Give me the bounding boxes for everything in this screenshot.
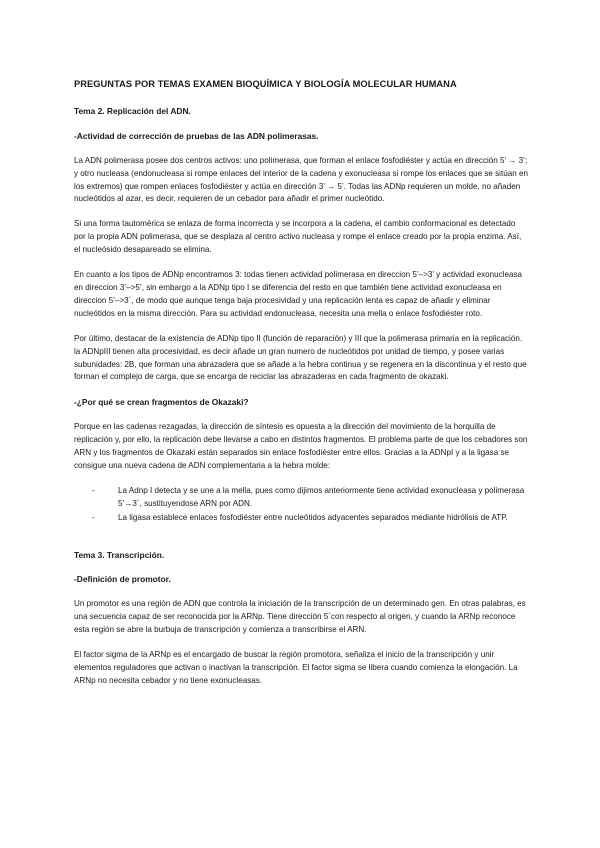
paragraph: La ADN polimerasa posee dos centros activos: uno polimerasa, que forman el enlace fosfodiéster y actúa en dirección 5’ → 3’; y otro nucleasa (endonucleasa si rompe enlaces del interior de la cadena y exonucleasa si rompe los enlaces que se sitúan en los extremos) que rompen enlaces fosfodiéster y actúa en dirección 3’ → 5’. Todas las ADNp requieren un molde, no añaden nucleótidos al azar, es decir, requieren de un cebador para añadir el primer nucleótido.	[74, 155, 528, 204]
list-item-text: La ligasa establece enlaces fosfodiéster entre nucleótidos adyacentes separados mediante hidrólisis de ATP.	[118, 512, 508, 522]
section-heading-tema-2: Tema 2. Replicación del ADN.	[74, 105, 191, 116]
bullet-dash: -	[92, 485, 95, 495]
list-item	[74, 485, 528, 511]
paragraph: En cuanto a los tipos de ADNp encontramos 3: todas tienen actividad polimerasa en direccion 5’–>3’ y actividad exonucleasa en direccion 3’–>5’, sin embargo a la ADNp tipo I se diferencia del resto en que también tiene actividad exonucleasa en direccion 5’–>3´, de modo que aunque tenga baja procesividad y una replicación lenta es capaz de añadir y eliminar nucleótidos en la misma dirección. Para su actividad endonucleasa, necesita una mella o enlace fosfodiéster roto.	[74, 270, 523, 318]
list-item	[74, 512, 528, 525]
document-page	[74, 78, 528, 700]
bullet-list	[74, 485, 528, 525]
paragraph: El factor sigma de la ARNp es el encargado de buscar la región promotora, señaliza el inicio de la transcripción y unir elementos reguladores que activan o inactivan la transcripción. El factor sigma se libera cuando comienza la elongación. La ARNp no necesita cebador y no tiene exonucleasas.	[74, 650, 518, 685]
paragraph: Un promotor es una región de ADN que controla la iniciación de la transcripción de un determinado gen. En otras palabras, es una secuencia capaz de ser reconocida por la ARNp. Tiene dirección 5´con respecto al origen, y cuando la ARNp reconoce esta región se abre la burbuja de transcripción y comienza a transcribirse el ARN.	[74, 599, 526, 635]
question-correccion-pruebas: -Actividad de corrección de pruebas de las ADN polimerasas.	[74, 130, 319, 141]
paragraph: Si una forma tautomérica se enlaza de forma incorrecta y se incorpora a la cadena, el cambio conformacional es detectado por la propia ADN polimerasa, que se desplaza al centro activo nucleasa y rompe el enlace creado por la propia enzima. Así, el nucleósido desapareado se elimina.	[74, 219, 522, 255]
section-heading-tema-3: Tema 3. Transcripción.	[74, 549, 165, 560]
question-definicion-promotor: -Definición de promotor.	[74, 574, 171, 585]
paragraph: Porque en las cadenas rezagadas, la dirección de síntesis es opuesta a la dirección del movimiento de la horquilla de replicación y, por ello, la replicación debe llevarse a cabo en distintos fragmentos. El problema parte de que los cebadores son ARN y los fragmentos de Okazaki están separados sin enlace fosfodiéster entre ellos. Gracias a la ADNpI y a la ligasa se consigue una nueva cadena de ADN complementaria a la hebra molde:	[74, 422, 528, 470]
spacer	[74, 537, 528, 549]
question-fragmentos-okazaki: -¿Por qué se crean fragmentos de Okazaki?	[74, 397, 249, 408]
document-title: PREGUNTAS POR TEMAS EXAMEN BIOQUÍMICA Y BIOLOGÍA MOLECULAR HUMANA	[74, 79, 457, 89]
bullet-dash: -	[92, 512, 95, 522]
list-item-text: La Adnp I detecta y se une a la mella, pues como dijimos anteriormente tiene actividad exonucleasa y polimerasa 5’→3´, sustituyendose ARN por ADN.	[118, 485, 525, 508]
paragraph: Por último, destacar de la existencia de ADNp tipo II (función de reparación) y III que la polimerasa primaria en la replicación. la ADNpIII tienen alta procesividad, es decir añade un gran numero de nucleótidos por unidad de tiempo, y posee varias subunidades: 2B, que forman una abrazadera que se añade a la hebra continua y se regenera en la discontinua y el resto que forman el complejo de carga, que se encarga de reciclar las abrazaderas en cada fragmento de okazaki.	[74, 333, 527, 382]
